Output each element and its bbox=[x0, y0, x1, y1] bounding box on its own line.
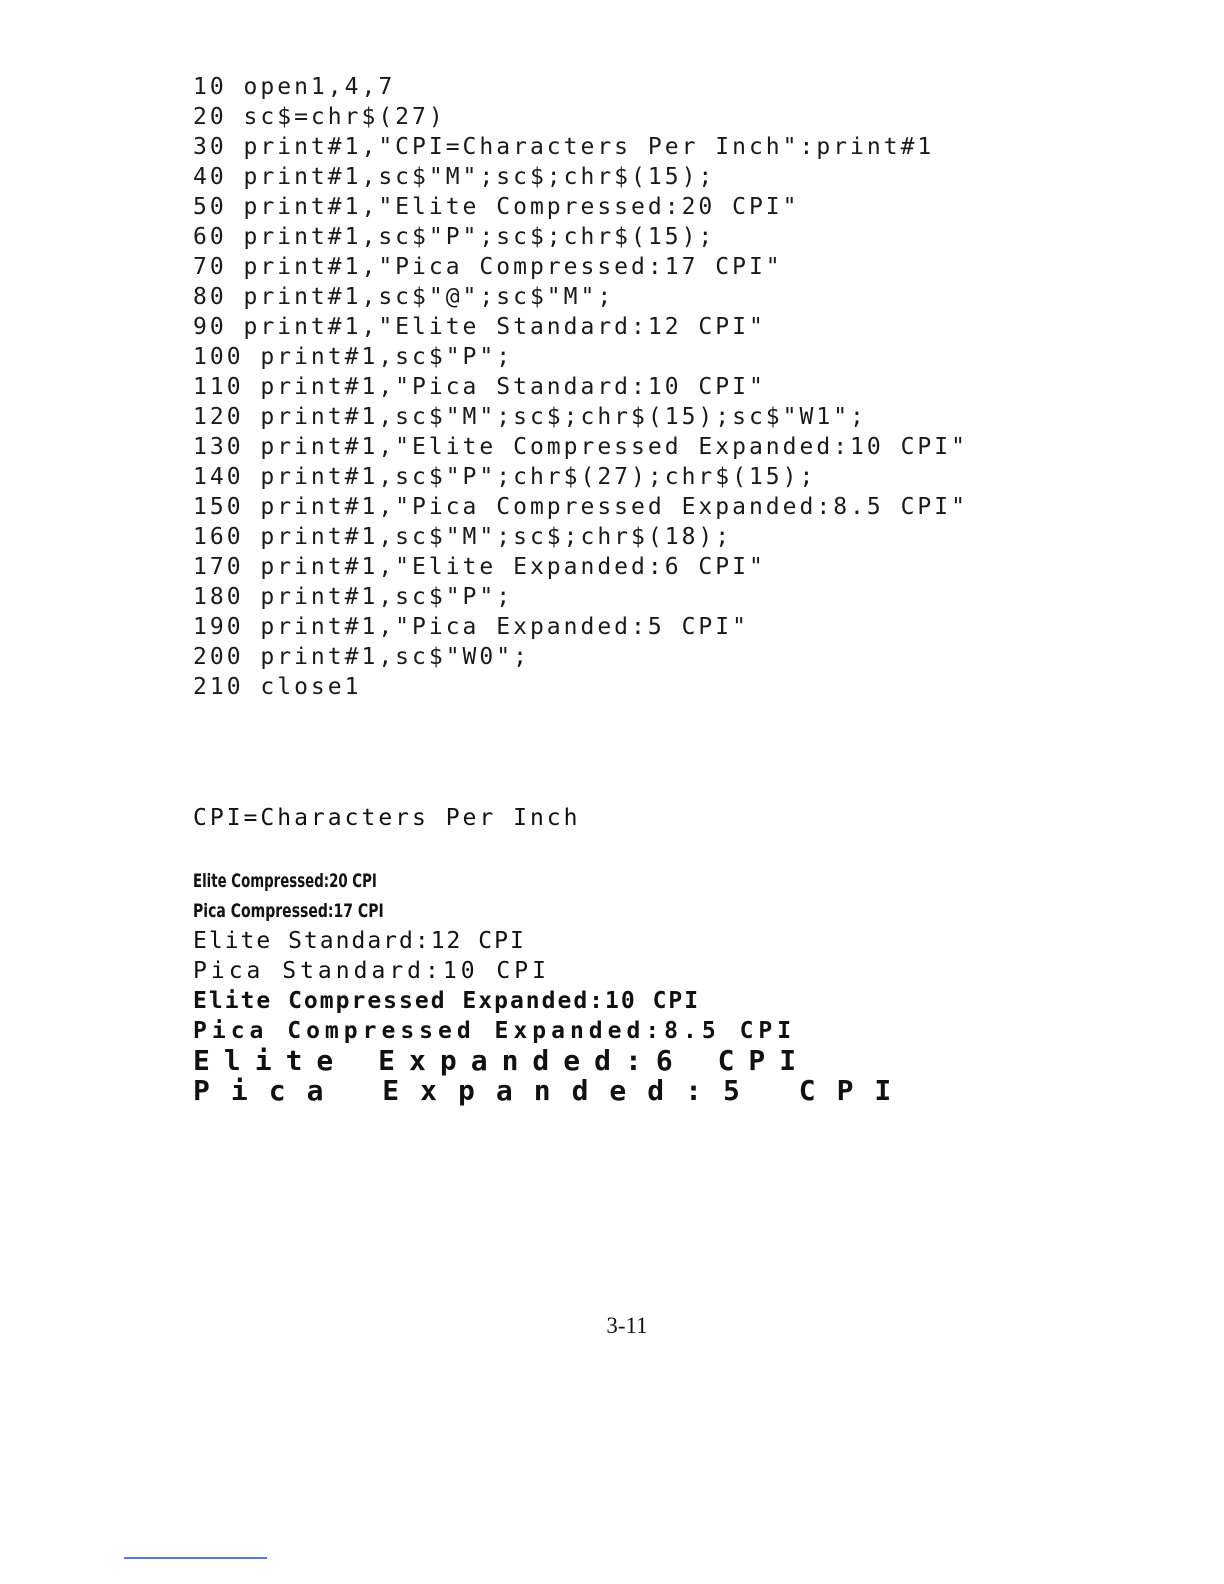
code-line: 140 print#1,sc$"P";chr$(27);chr$(15); bbox=[193, 464, 817, 490]
code-line: 210 close1 bbox=[193, 674, 362, 700]
code-line: 150 print#1,"Pica Compressed Expanded:8.5 CPI" bbox=[193, 494, 968, 520]
page-number: 3-11 bbox=[606, 1313, 648, 1338]
code-line: 80 print#1,sc$"@";sc$"M"; bbox=[193, 284, 615, 310]
code-line: 50 print#1,"Elite Compressed:20 CPI" bbox=[193, 194, 800, 220]
code-line: 170 print#1,"Elite Expanded:6 CPI" bbox=[193, 554, 766, 580]
code-line: 180 print#1,sc$"P"; bbox=[193, 584, 514, 610]
code-line: 120 print#1,sc$"M";sc$;chr$(15);sc$"W1"; bbox=[193, 404, 867, 430]
code-line: 190 print#1,"Pica Expanded:5 CPI" bbox=[193, 614, 749, 640]
output-pica-compressed: Pica Compressed:17 CPI bbox=[193, 900, 384, 922]
code-line: 100 print#1,sc$"P"; bbox=[193, 344, 514, 370]
code-line: 40 print#1,sc$"M";sc$;chr$(15); bbox=[193, 164, 716, 190]
code-line: 70 print#1,"Pica Compressed:17 CPI" bbox=[193, 254, 783, 280]
output-elite-standard: Elite Standard:12 CPI bbox=[193, 928, 526, 954]
code-line: 10 open1,4,7 bbox=[193, 74, 396, 100]
code-line: 130 print#1,"Elite Compressed Expanded:10 CPI" bbox=[193, 434, 968, 460]
code-line: 110 print#1,"Pica Standard:10 CPI" bbox=[193, 374, 766, 400]
output-elite-compressed: Elite Compressed:20 CPI bbox=[193, 870, 377, 892]
code-line: 60 print#1,sc$"P";sc$;chr$(15); bbox=[193, 224, 716, 250]
output-elite-expanded: Elite Expanded:6 CPI bbox=[193, 1044, 811, 1077]
basic-program-listing bbox=[193, 72, 1153, 702]
code-line: 200 print#1,sc$"W0"; bbox=[193, 644, 530, 670]
output-pica-expanded: Pica Expanded:5 CPI bbox=[193, 1074, 913, 1107]
output-heading: CPI=Characters Per Inch bbox=[193, 805, 581, 831]
code-line: 90 print#1,"Elite Standard:12 CPI" bbox=[193, 314, 766, 340]
footnote-divider bbox=[124, 1557, 267, 1559]
output-pica-standard: Pica Standard:10 CPI bbox=[193, 958, 550, 984]
output-elite-compressed-expanded: Elite Compressed Expanded:10 CPI bbox=[193, 988, 701, 1014]
code-line: 20 sc$=chr$(27) bbox=[193, 104, 446, 130]
code-line: 30 print#1,"CPI=Characters Per Inch":print#1 bbox=[193, 134, 935, 160]
printer-output-sample bbox=[193, 803, 1173, 1106]
code-line: 160 print#1,sc$"M";sc$;chr$(18); bbox=[193, 524, 733, 550]
output-pica-compressed-expanded: Pica Compressed Expanded:8.5 CPI bbox=[193, 1018, 797, 1044]
